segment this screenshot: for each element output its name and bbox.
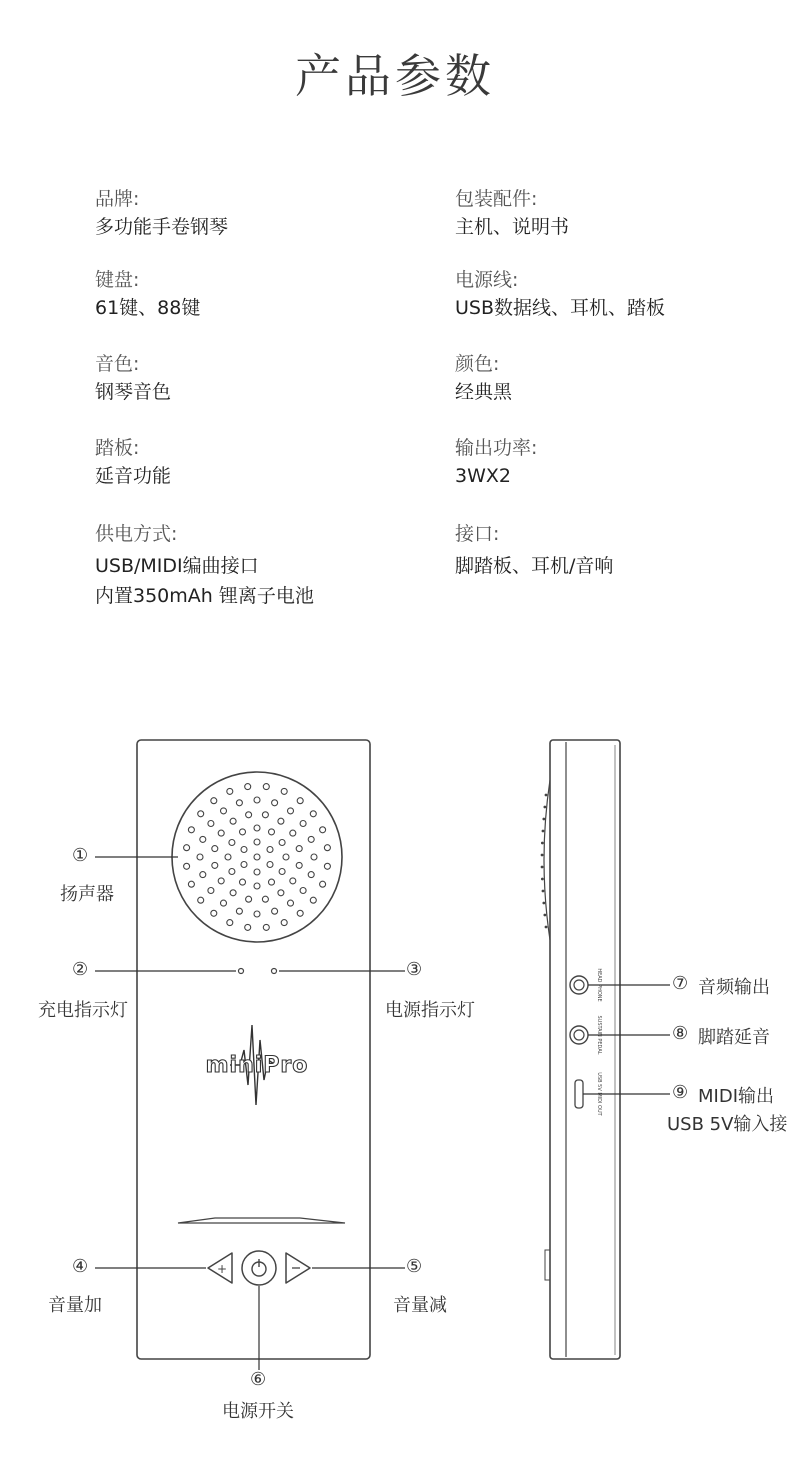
speaker-hole <box>198 897 204 903</box>
spec-value: 经典黑 <box>455 381 513 403</box>
speaker-hole <box>236 800 242 806</box>
charge-indicator <box>239 969 244 974</box>
speaker-hole <box>198 811 204 817</box>
power-button[interactable] <box>242 1251 276 1285</box>
speaker-side-hole <box>543 806 546 809</box>
speaker-hole <box>212 846 218 852</box>
speaker-hole <box>229 840 235 846</box>
speaker-side-hole <box>542 818 545 821</box>
speaker-hole <box>290 878 296 884</box>
speaker-side-hole <box>542 830 545 833</box>
speaker-hole <box>269 879 275 885</box>
spec-value: USB/MIDI编曲接口 <box>95 555 259 577</box>
spec-label: 踏板: <box>95 437 140 459</box>
speaker-hole <box>188 881 194 887</box>
spec-value: 脚踏板、耳机/音响 <box>455 555 614 577</box>
speaker-hole <box>278 890 284 896</box>
speaker-side-hole <box>541 854 544 857</box>
speaker-hole <box>262 896 268 902</box>
speaker-hole <box>267 847 273 853</box>
speaker-hole <box>288 900 294 906</box>
usb-port[interactable] <box>575 1080 583 1108</box>
spec-label: 供电方式: <box>95 523 178 545</box>
spec-value: 61键、88键 <box>95 297 201 319</box>
callout-midi-out: MIDI输出 <box>698 1086 775 1107</box>
callout-num-7: ⑦ <box>672 973 689 994</box>
speaker-hole <box>272 908 278 914</box>
speaker-hole <box>236 908 242 914</box>
speaker-hole <box>263 924 269 930</box>
speaker-hole <box>311 854 317 860</box>
speaker-hole <box>218 830 224 836</box>
spec-label: 电源线: <box>455 269 519 291</box>
speaker-hole <box>208 821 214 827</box>
speaker-hole <box>320 881 326 887</box>
speaker-hole <box>281 788 287 794</box>
speaker-hole <box>320 827 326 833</box>
speaker-hole <box>288 808 294 814</box>
speaker-hole <box>200 872 206 878</box>
speaker-hole <box>208 888 214 894</box>
speaker-side-hole <box>545 926 548 929</box>
speaker-side-hole <box>542 890 545 893</box>
speaker-hole <box>254 825 260 831</box>
speaker-hole <box>218 878 224 884</box>
speaker-hole <box>230 890 236 896</box>
speaker-hole <box>267 862 273 868</box>
speaker-hole <box>300 821 306 827</box>
speaker-hole <box>300 888 306 894</box>
speaker-side-hole <box>541 842 544 845</box>
speaker-hole <box>197 854 203 860</box>
callout-num-6: ⑥ <box>250 1369 267 1390</box>
speaker-hole <box>225 854 231 860</box>
speaker-hole <box>241 847 247 853</box>
spec-value: USB数据线、耳机、踏板 <box>455 297 666 319</box>
speaker-hole <box>188 827 194 833</box>
speaker-hole <box>240 879 246 885</box>
speaker-hole <box>221 808 227 814</box>
speaker-hole <box>230 818 236 824</box>
spec-label: 颜色: <box>455 353 500 375</box>
callout-num-9: ⑨ <box>672 1082 689 1103</box>
speaker-hole <box>245 784 251 790</box>
headphone-port[interactable] <box>570 976 588 994</box>
speaker-hole <box>211 910 217 916</box>
speaker-hole <box>227 920 233 926</box>
spec-label: 包装配件: <box>455 188 538 210</box>
speaker-side-hole <box>541 866 544 869</box>
speaker-hole <box>184 845 190 851</box>
speaker-hole <box>283 854 289 860</box>
speaker-hole <box>254 839 260 845</box>
callout-num-5: ⑤ <box>406 1256 423 1277</box>
speaker-hole <box>324 863 330 869</box>
callout-usb-input: USB 5V输入接 <box>667 1114 788 1135</box>
speaker-hole <box>246 896 252 902</box>
speaker-hole <box>308 836 314 842</box>
callout-num-1: ① <box>72 845 89 866</box>
spec-label: 音色: <box>95 353 140 375</box>
callout-power-switch: 电源开关 <box>222 1401 294 1422</box>
speaker-hole <box>308 872 314 878</box>
spec-value: 延音功能 <box>95 465 172 487</box>
port-label-usb: USB 5V MIDI OUT <box>596 1072 602 1116</box>
callout-volume-down: 音量减 <box>393 1295 447 1316</box>
spec-value: 主机、说明书 <box>455 216 570 238</box>
speaker-hole <box>254 797 260 803</box>
callout-speaker: 扬声器 <box>60 884 114 905</box>
spec-label: 键盘: <box>95 269 140 291</box>
sheet-slot <box>178 1218 345 1223</box>
speaker-hole <box>262 812 268 818</box>
speaker-hole <box>297 910 303 916</box>
speaker-hole <box>254 883 260 889</box>
speaker-hole <box>278 818 284 824</box>
speaker-hole <box>281 920 287 926</box>
speaker-hole <box>290 830 296 836</box>
page-title: 产品参数 <box>295 49 495 103</box>
speaker-hole <box>296 862 302 868</box>
speaker-hole <box>254 854 260 860</box>
port-label-headphone: HEAD PHONE <box>596 968 602 1002</box>
spec-value: 3WX2 <box>455 465 511 487</box>
port-label-sustain: SUSTAIN PEDAL <box>596 1015 602 1055</box>
spec-value-2: 内置350mAh 锂离子电池 <box>95 585 314 607</box>
speaker-hole <box>229 869 235 875</box>
speaker-hole <box>297 798 303 804</box>
spec-value: 钢琴音色 <box>95 381 172 403</box>
speaker-hole <box>279 869 285 875</box>
speaker-hole <box>272 800 278 806</box>
callout-num-8: ⑧ <box>672 1023 689 1044</box>
callout-num-4: ④ <box>72 1256 89 1277</box>
speaker-holes <box>184 784 331 931</box>
speaker-hole <box>263 784 269 790</box>
speaker-side-hole <box>542 902 545 905</box>
speaker-hole <box>184 863 190 869</box>
callout-power-indicator: 电源指示灯 <box>385 1000 475 1021</box>
callout-charge-indicator: 充电指示灯 <box>38 1000 128 1021</box>
callout-num-3: ③ <box>406 959 423 980</box>
spec-label: 接口: <box>455 523 500 545</box>
callout-sustain: 脚踏延音 <box>698 1027 770 1048</box>
speaker-side-hole <box>545 794 548 797</box>
speaker-hole <box>241 862 247 868</box>
speaker-hole <box>245 924 251 930</box>
speaker-hole <box>240 829 246 835</box>
spec-label: 输出功率: <box>455 437 538 459</box>
speaker-side-hole <box>541 878 544 881</box>
speaker-hole <box>200 836 206 842</box>
power-indicator <box>272 969 277 974</box>
spec-value: 多功能手卷钢琴 <box>95 216 229 238</box>
speaker-hole <box>254 911 260 917</box>
svg-text:+: + <box>216 1262 228 1276</box>
speaker-hole <box>212 862 218 868</box>
speaker-hole <box>279 840 285 846</box>
device-side-body <box>550 740 620 1359</box>
callout-num-2: ② <box>72 959 89 980</box>
leader-lines <box>95 857 670 1370</box>
sustain-pedal-port[interactable] <box>570 1026 588 1044</box>
speaker-hole <box>221 900 227 906</box>
speaker-hole <box>310 811 316 817</box>
speaker-hole <box>254 869 260 875</box>
callout-volume-up: 音量加 <box>48 1295 102 1316</box>
speaker-hole <box>296 846 302 852</box>
spec-label: 品牌: <box>95 188 140 210</box>
speaker-hole <box>269 829 275 835</box>
speaker-hole <box>324 845 330 851</box>
speaker-hole <box>227 788 233 794</box>
speaker-hole <box>310 897 316 903</box>
speaker-hole <box>211 798 217 804</box>
logo-text: miniPro <box>205 1053 309 1078</box>
speaker-hole <box>246 812 252 818</box>
callout-audio-out: 音频输出 <box>698 977 770 998</box>
speaker-side-hole <box>543 914 546 917</box>
